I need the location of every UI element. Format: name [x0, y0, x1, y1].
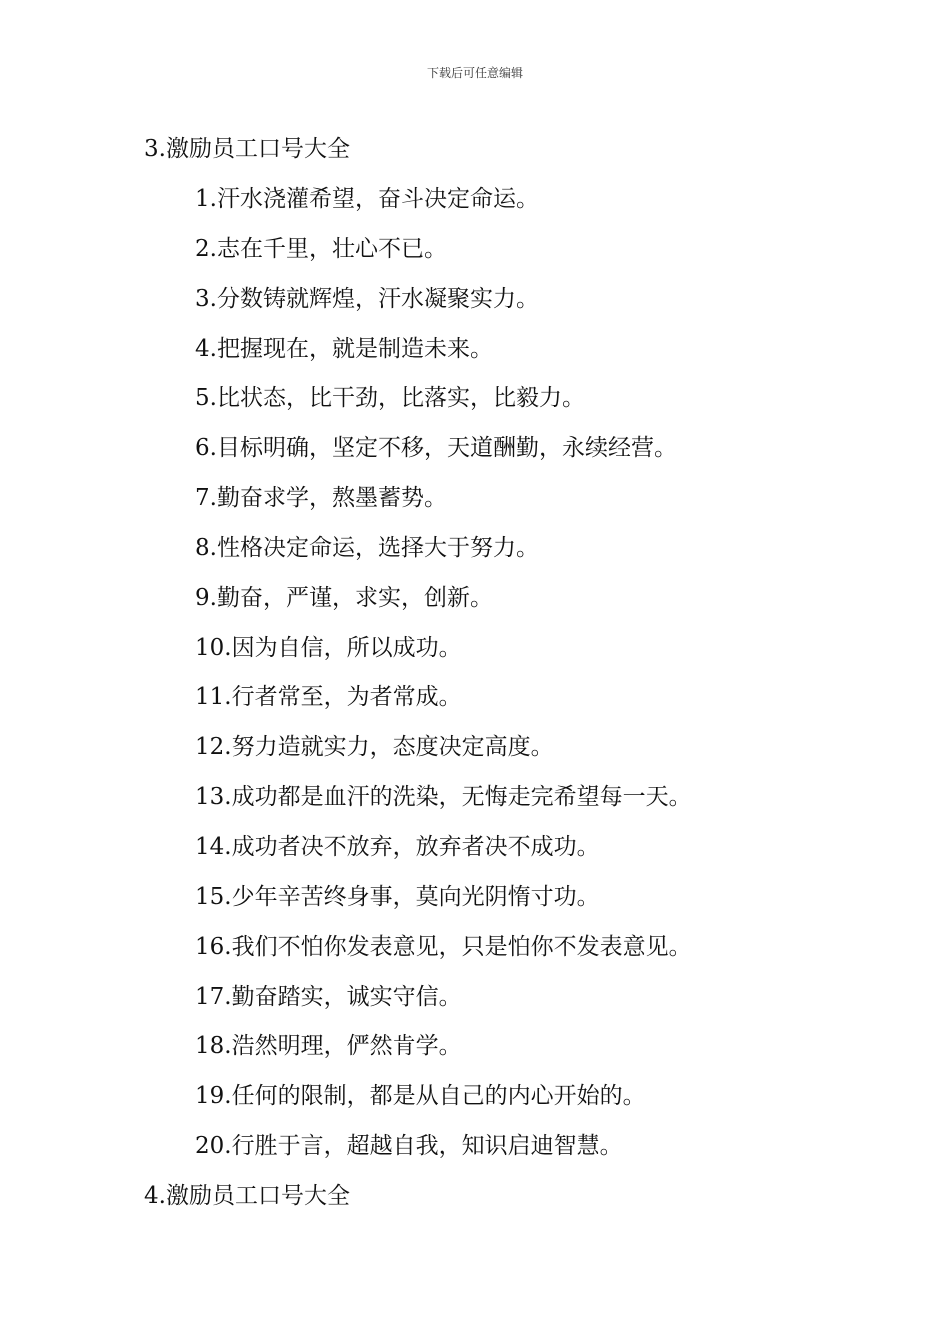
slogan-list — [195, 184, 692, 1181]
slogan-item: 10.因为自信，所以成功。 — [195, 634, 462, 661]
slogan-item: 2.志在千里，壮心不已。 — [195, 235, 447, 262]
slogan-item: 3.分数铸就辉煌，汗水凝聚实力。 — [195, 285, 539, 312]
slogan-item: 16.我们不怕你发表意见，只是怕你不发表意见。 — [195, 933, 692, 960]
slogan-item: 7.勤奋求学，熬墨蓄势。 — [195, 485, 447, 512]
slogan-item: 14.成功者决不放弃，放弃者决不成功。 — [195, 833, 600, 860]
slogan-item: 1.汗水浇灌希望，奋斗决定命运。 — [195, 186, 539, 212]
slogan-item: 11.行者常至，为者常成。 — [195, 684, 462, 711]
page-header: 下载后可任意编辑 — [426, 66, 523, 80]
slogan-item: 18.浩然明理，俨然肯学。 — [195, 1033, 462, 1060]
section-heading: 3.激励员工口号大全 — [144, 136, 350, 162]
slogan-item: 6.目标明确，坚定不移，天道酬勤，永续经营。 — [195, 435, 677, 462]
slogan-item: 19.任何的限制，都是从自己的内心开始的。 — [195, 1083, 646, 1110]
slogan-item: 8.性格决定命运，选择大于努力。 — [195, 534, 539, 561]
slogan-item: 12.努力造就实力，态度决定高度。 — [195, 734, 554, 761]
slogan-item: 13.成功都是血汗的洗染，无悔走完希望每一天。 — [195, 784, 692, 811]
slogan-item: 20.行胜于言，超越自我，知识启迪智慧。 — [195, 1133, 623, 1160]
slogan-item: 5.比状态，比干劲，比落实，比毅力。 — [195, 385, 585, 412]
slogan-item: 17.勤奋踏实，诚实守信。 — [195, 983, 462, 1010]
slogan-item: 4.把握现在，就是制造未来。 — [195, 335, 493, 362]
section-heading: 4.激励员工口号大全 — [144, 1183, 350, 1209]
slogan-item: 15.少年辛苦终身事，莫向光阴惰寸功。 — [195, 883, 600, 910]
slogan-item: 9.勤奋，严谨，求实，创新。 — [195, 584, 493, 611]
